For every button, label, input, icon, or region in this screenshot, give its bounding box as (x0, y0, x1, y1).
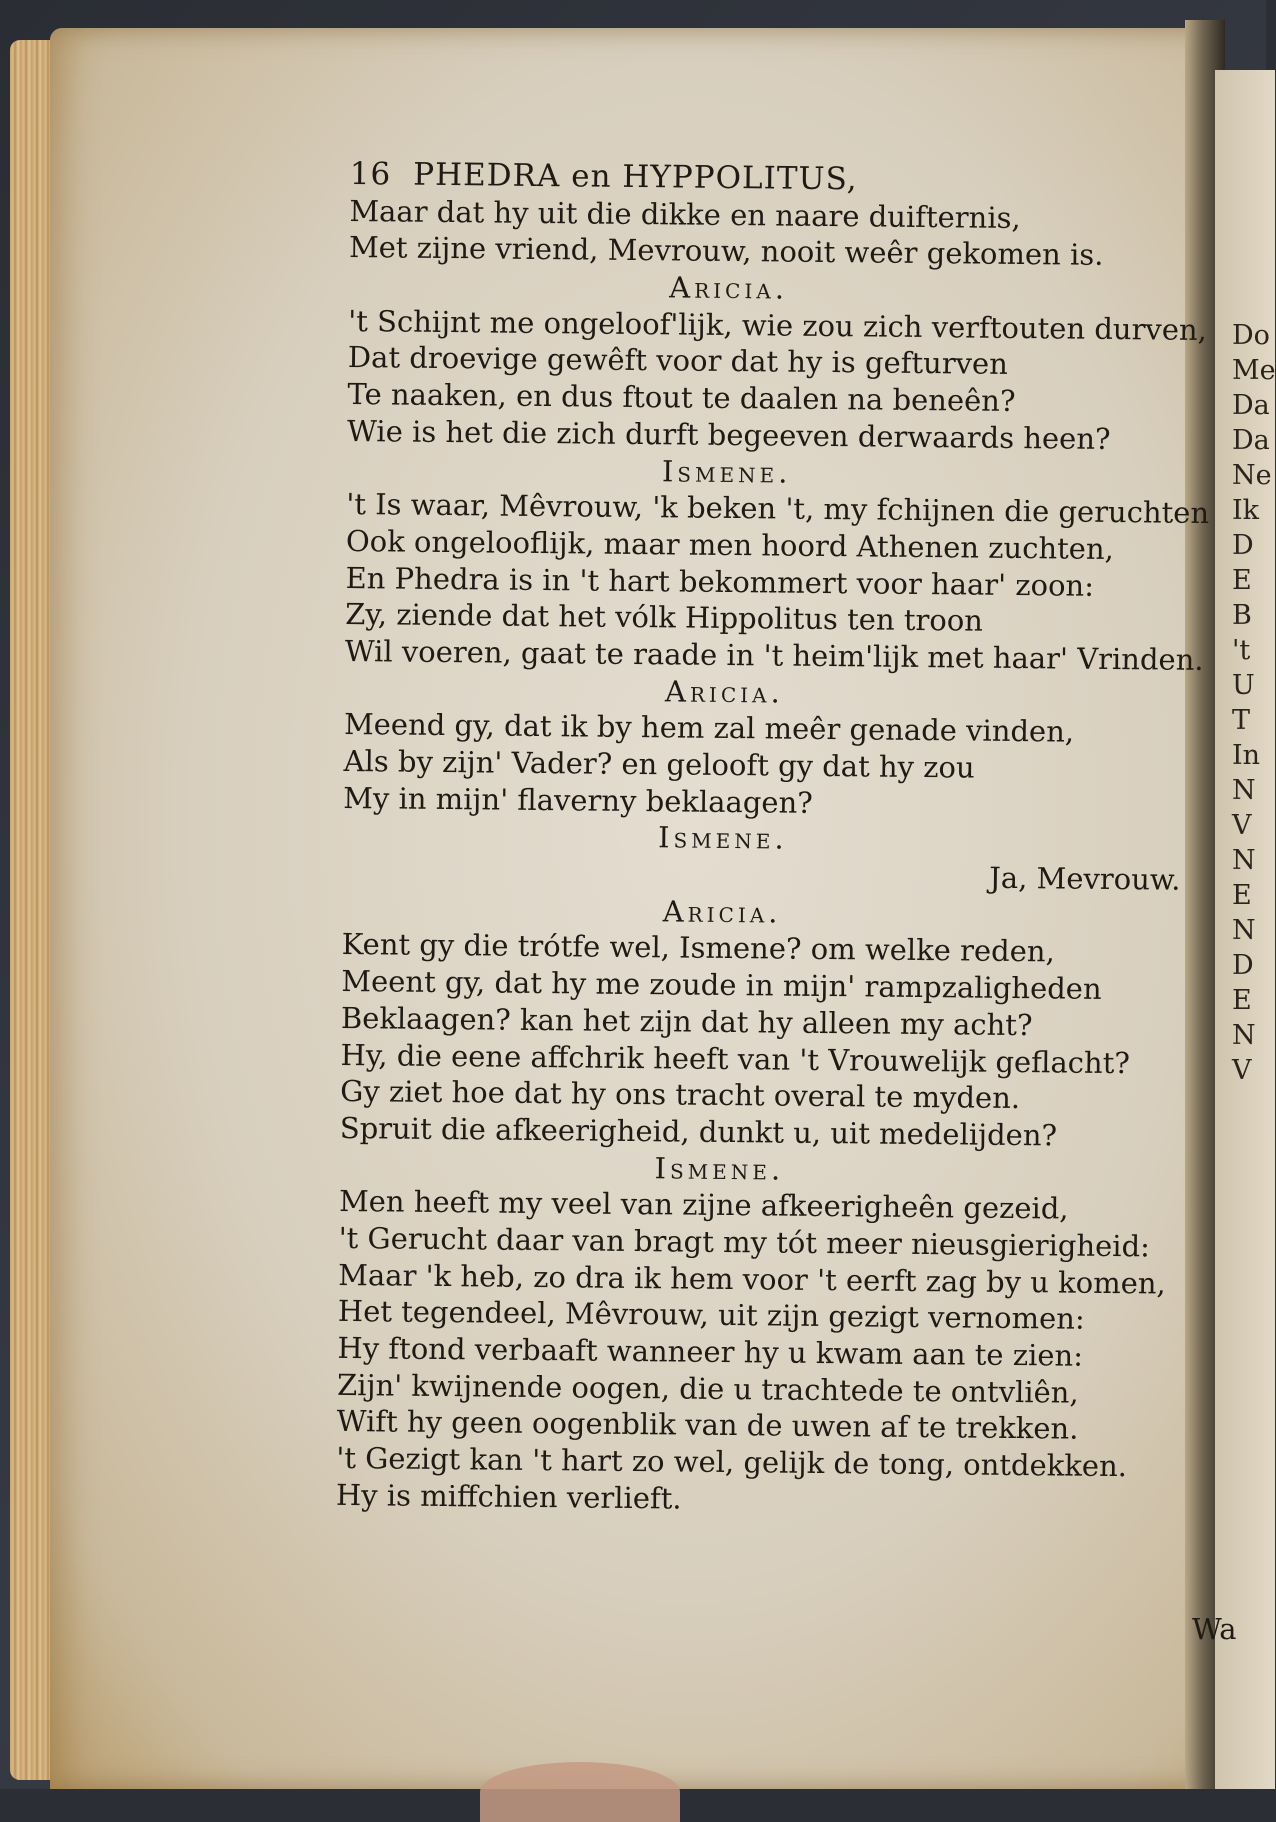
verse-line: Hy, die eene affchrik heeft van 't Vrouwelijk geflacht? (340, 1037, 1131, 1080)
verse-line: Als by zijn' Vader? en gelooft gy dat hy zou (343, 743, 975, 785)
verse-line: Hy is miffchien verlieft. (335, 1477, 682, 1516)
verse-line: Te naaken, en dus ftout te daalen na beneên? (347, 377, 1016, 419)
verse-line: Maar dat hy uit die dikke en naare duifternis, (349, 193, 1021, 235)
verse-line: Maar 'k heb, zo dra ik hem voor 't eerft zag by u komen, (338, 1257, 1166, 1301)
speaker-name: Aricia. (669, 270, 789, 306)
verse-line: Gy ziet hoe dat hy ons tracht overal te myden. (340, 1074, 1021, 1116)
speaker-name: Ismene. (657, 820, 788, 856)
verse-line: Meend gy, dat ik by hem zal meêr genade vinden, (343, 707, 1075, 749)
verse-lines (336, 193, 1210, 1523)
verse-line: My in mijn' flaverny beklaagen? (343, 780, 813, 820)
facing-page-fragment: B (1232, 600, 1252, 631)
verse-line: Zy, ziende dat het vólk Hippolitus ten troon (345, 597, 984, 638)
catchword: Wa (1192, 1612, 1237, 1646)
facing-page-fragment: U (1232, 670, 1255, 701)
verse-line: Wie is het die zich durft begeeven derwaards heen? (346, 413, 1111, 456)
speaker-name: Ismene. (661, 453, 792, 490)
facing-page-fragment: D (1232, 530, 1254, 561)
verse-line: Spruit die afkeerigheid, dunkt u, uit medelijden? (339, 1110, 1058, 1153)
facing-page-fragment: Do (1232, 320, 1270, 351)
facing-page-fragment: N (1232, 1020, 1256, 1051)
facing-page-fragment: V (1232, 1055, 1252, 1086)
facing-page-fragment: Ik (1232, 495, 1260, 526)
speaker-name: Aricia. (664, 673, 784, 710)
facing-page-fragment: E (1232, 880, 1252, 911)
facing-page-fragment: T (1232, 705, 1251, 736)
facing-page-text (1232, 318, 1276, 1088)
verse-line: Zijn' kwijnende oogen, die u trachtede te ontvliên, (336, 1367, 1079, 1410)
verse-line: Hy ftond verbaaft wanneer hy u kwam aan te zien: (337, 1330, 1084, 1373)
verse-line: Met zijne vriend, Mevrouw, nooit weêr gekomen is. (348, 230, 1104, 273)
facing-page-fragment: N (1232, 915, 1256, 946)
verse-line: Men heeft my veel van zijne afkeerigheên gezeid, (338, 1184, 1069, 1226)
facing-page-fragment: N (1232, 845, 1256, 876)
facing-page-fragment: Me (1232, 355, 1276, 386)
speaker-name: Aricia. (662, 894, 782, 930)
facing-page-fragment: D (1232, 950, 1254, 981)
thumb (480, 1762, 680, 1822)
verse-line: 't Gerucht daar van bragt my tót meer nieusgierigheid: (338, 1220, 1151, 1264)
verse-line: Kent gy die trótfe wel, Ismene? om welke reden, (341, 927, 1055, 969)
verse-line: Beklaagen? kan het zijn dat hy alleen my acht? (340, 1000, 1033, 1043)
page-text (336, 156, 1210, 1522)
verse-line: Meent gy, dat hy me zoude in mijn' rampzaligheden (341, 964, 1102, 1007)
verse-line: Ja, Mevrouw. (989, 860, 1181, 897)
verse-line: Ook ongelooflijk, maar men hoord Athenen zuchten, (345, 523, 1115, 566)
facing-page-fragment: In (1232, 740, 1261, 771)
verse-line: 't Is waar, Mêvrouw, 'k beken 't, my fchijnen die geruchten (346, 487, 1210, 531)
page-number: 16 (349, 156, 392, 193)
facing-page-fragment: E (1232, 985, 1252, 1016)
verse-line: Het tegendeel, Mêvrouw, uit zijn gezigt vernomen: (337, 1294, 1085, 1337)
verse-line: Dat droevige gewêft voor dat hy is gefturven (347, 340, 1009, 382)
verse-line: Wift hy geen oogenblik van de uwen af te trekken. (336, 1404, 1079, 1447)
verse-line: 't Schijnt me ongeloof'lijk, wie zou zich verftouten durven, (348, 303, 1208, 347)
facing-page-fragment: V (1232, 810, 1252, 841)
facing-page-fragment: Da (1232, 425, 1270, 456)
facing-page-fragment: Ne (1232, 460, 1272, 491)
verse-line: Wil voeren, gaat te raade in 't heim'lijk met haar' Vrinden. (344, 633, 1204, 677)
speaker-name: Ismene. (654, 1150, 785, 1187)
facing-page-fragment: N (1232, 775, 1256, 806)
facing-page-fragment: 't (1232, 635, 1251, 666)
facing-page-fragment: E (1232, 565, 1252, 596)
facing-page-fragment: Da (1232, 390, 1270, 421)
verse-line: En Phedra is in 't hart bekommert voor haar' zoon: (345, 560, 1095, 603)
running-title: PHEDRA en HYPPOLITUS, (413, 156, 858, 198)
verse-line: 't Gezigt kan 't hart zo wel, gelijk de tong, ontdekken. (336, 1440, 1128, 1484)
